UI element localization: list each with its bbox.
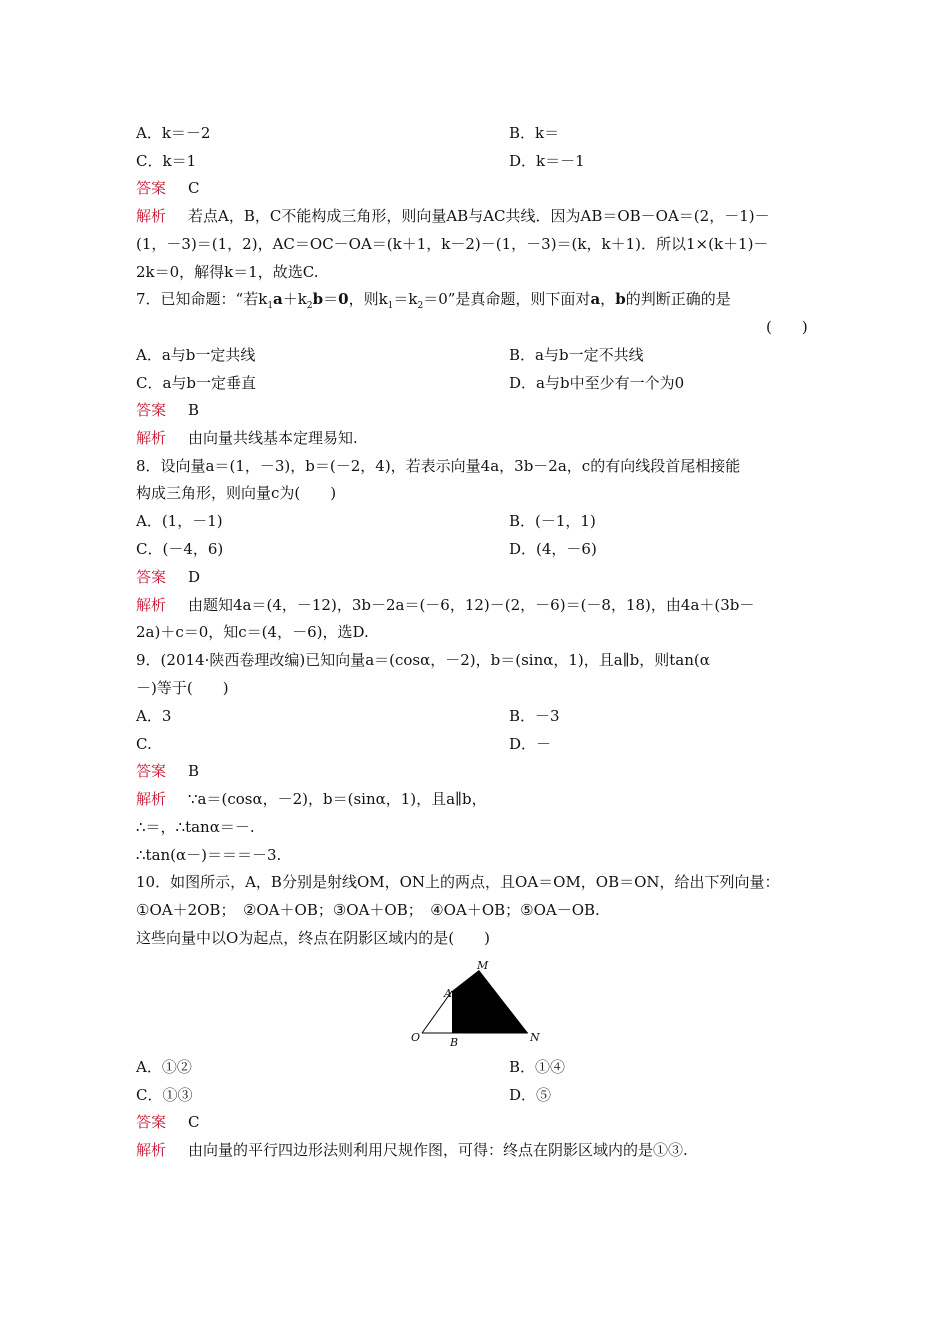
q9-option-c: C. [136, 735, 152, 753]
q7-option-c: C．a与b一定垂直 [136, 374, 257, 392]
zero-vector: 0 [338, 290, 349, 308]
analysis-label: 解析 [136, 790, 167, 808]
q7-analysis [136, 428, 358, 448]
label-m: M [477, 959, 489, 972]
q6-option-b: B．k＝ [509, 124, 560, 142]
q6-analysis-line2: (1，－3)＝(1，2)，AC＝OC－OA＝(k＋1，k－2)－(1，－3)＝(k，k＋1)．所以1×(k＋1)－ [136, 235, 769, 253]
q8-answer [136, 567, 200, 587]
answer-value: C [188, 179, 200, 197]
stem-text: ＋k [282, 290, 307, 308]
answer-value: B [188, 401, 200, 419]
analysis-label: 解析 [136, 207, 167, 225]
subscript: 1 [387, 301, 394, 311]
q6-option-a: A．k＝－2 [136, 124, 211, 142]
q9-stem-line2: －)等于( ) [136, 679, 229, 697]
q8-option-a: A．(1，－1) [136, 512, 223, 530]
q9-answer [136, 761, 199, 781]
vector-a: a [273, 290, 283, 308]
q10-option-d: D．⑤ [509, 1086, 552, 1104]
label-a: A [444, 987, 452, 1000]
q10-analysis [136, 1140, 688, 1160]
stem-text: ，则k [348, 290, 388, 308]
answer-value: B [188, 762, 200, 780]
shaded-region [452, 970, 528, 1033]
vector-b: b [312, 290, 324, 308]
subscript: 1 [267, 301, 274, 311]
label-n: N [530, 1031, 540, 1044]
q8-option-d: D．(4，－6) [509, 540, 597, 558]
analysis-text: 若点A，B，C不能构成三角形，则向量AB与AC共线．因为AB＝OB－OA＝(2，－1)－ [188, 207, 770, 225]
q9-option-b: B．－3 [509, 707, 560, 725]
analysis-label: 解析 [136, 1141, 167, 1159]
q6-option-c: C．k＝1 [136, 152, 197, 170]
q10-stem-line1: 10．如图所示，A，B分别是射线OM，ON上的两点，且OA＝OM，OB＝ON，给出下列向量： [136, 873, 780, 891]
q9-option-d: D．－ [509, 735, 552, 753]
geometry-figure [408, 957, 548, 1049]
q8-stem-line2: 构成三角形，则向量c为( ) [136, 484, 337, 502]
analysis-text: 由向量共线基本定理易知. [188, 429, 358, 447]
analysis-label: 解析 [136, 429, 167, 447]
q7-answer-paren: ( ) [766, 318, 808, 336]
stem-text: ＝ [323, 290, 339, 308]
stem-text: ＝k [393, 290, 418, 308]
analysis-text: 由题知4a＝(4，－12)，3b－2a＝(－6，12)－(2，－6)＝(－8，18)，由4a＋(3b－ [188, 596, 755, 614]
answer-label: 答案 [136, 401, 167, 419]
q7-option-a: A．a与b一定共线 [136, 346, 256, 364]
q9-option-a: A．3 [136, 707, 172, 725]
stem-text: ， [600, 290, 616, 308]
q10-option-c: C．①③ [136, 1086, 193, 1104]
label-o: O [411, 1031, 421, 1044]
q9-stem-line1: 9．(2014·陕西卷理改编)已知向量a＝(cosα，－2)，b＝(sinα，1)，且a∥b，则tan(α [136, 651, 710, 669]
stem-text: 的判断正确的是 [625, 290, 731, 308]
answer-value: C [188, 1113, 200, 1131]
subscript: 2 [417, 301, 424, 311]
q6-analysis-line3: 2k＝0，解得k＝1，故选C. [136, 263, 319, 281]
q10-stem-line3: 这些向量中以O为起点，终点在阴影区域内的是( ) [136, 929, 491, 947]
q6-answer [136, 178, 199, 198]
answer-label: 答案 [136, 762, 167, 780]
q8-option-c: C．(－4，6) [136, 540, 224, 558]
answer-value: D [188, 568, 201, 586]
q6-option-d: D．k＝－1 [509, 152, 585, 170]
q10-option-a: A．①② [136, 1058, 192, 1076]
q8-analysis-line2: 2a)＋c＝0，知c＝(4，－6)，选D. [136, 623, 369, 641]
q10-stem-line2: ①OA＋2OB； ②OA＋OB；③OA＋OB； ④OA＋OB；⑤OA－OB. [136, 901, 600, 919]
stem-text: 7．已知命题：“若k [136, 290, 268, 308]
q6-analysis-line1 [136, 206, 770, 226]
stem-text: ＝0”是真命题，则下面对 [423, 290, 591, 308]
q9-analysis-line2: ∴＝，∴tanα＝－. [136, 818, 255, 836]
q7-stem [136, 289, 731, 316]
q7-option-d: D．a与b中至少有一个为0 [509, 374, 685, 392]
analysis-text: 由向量的平行四边形法则利用尺规作图，可得：终点在阴影区域内的是①③. [188, 1141, 688, 1159]
answer-label: 答案 [136, 179, 167, 197]
q8-stem-line1: 8．设向量a＝(1，－3)，b＝(－2，4)，若表示向量4a，3b－2a，c的有向线段首尾相接能 [136, 457, 741, 475]
q9-analysis-line3: ∴tan(α－)＝＝＝－3. [136, 846, 282, 864]
answer-label: 答案 [136, 568, 167, 586]
q7-answer [136, 400, 199, 420]
subscript: 2 [306, 301, 313, 311]
label-b: B [450, 1036, 459, 1049]
q8-analysis-line1 [136, 595, 754, 615]
q10-option-b: B．①④ [509, 1058, 566, 1076]
q8-option-b: B．(－1，1) [509, 512, 596, 530]
q9-analysis-line1 [136, 789, 487, 809]
analysis-text: ∵a＝(cosα，－2)，b＝(sinα，1)，且a∥b， [188, 790, 487, 808]
q10-answer [136, 1112, 199, 1132]
answer-label: 答案 [136, 1113, 167, 1131]
vector-b: b [615, 290, 626, 308]
vector-a: a [590, 290, 601, 308]
q7-option-b: B．a与b一定不共线 [509, 346, 644, 364]
analysis-label: 解析 [136, 596, 167, 614]
